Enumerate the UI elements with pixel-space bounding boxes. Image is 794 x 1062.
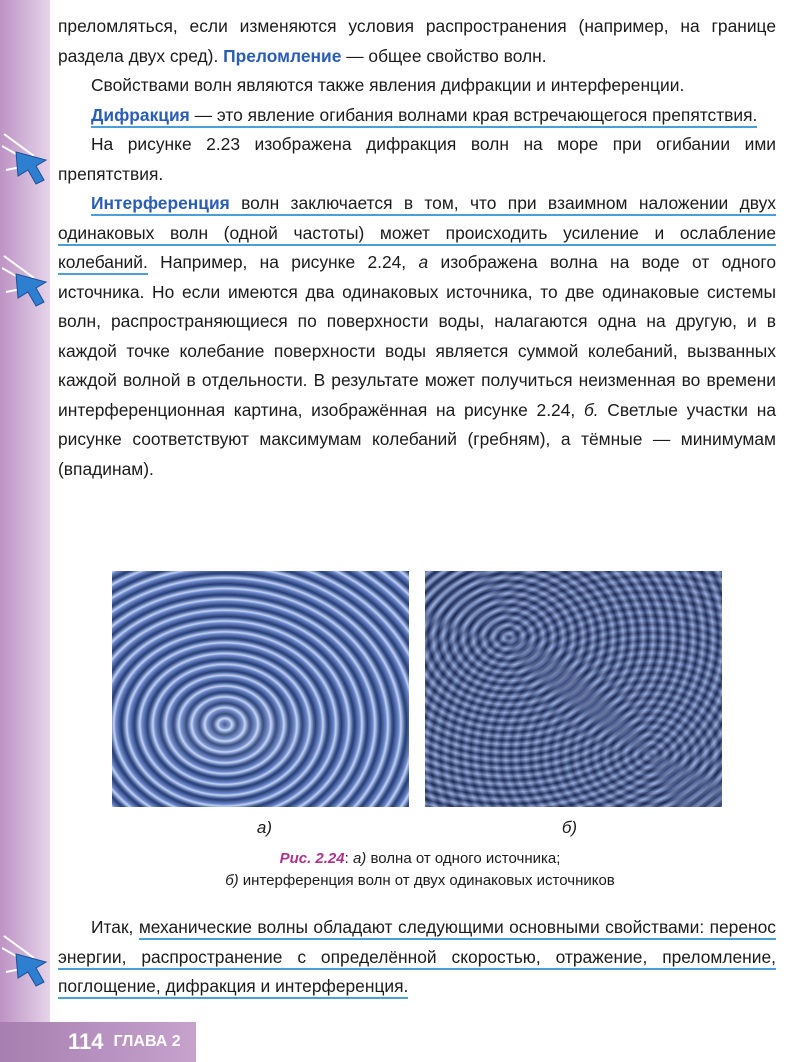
summary-text — [58, 913, 776, 1002]
figure-caption: Рис. 2.24: а) волна от одного источника; б) интерференция волн от двух одинаковых источников — [225, 850, 615, 889]
arrow-marker-icon — [2, 130, 54, 186]
paragraph-properties: Свойствами волн являются также явления дифракции и интерференции. — [91, 75, 685, 95]
arrow-marker-icon — [2, 252, 54, 308]
sublabel-a: а) — [256, 818, 273, 837]
paragraph-figure-223: На рисунке 2.23 изображена дифракция волн на море при огибании ими препятствия. — [58, 134, 776, 184]
caption-label: Рис. 2.24 — [279, 850, 345, 867]
page-number: 114 — [68, 1029, 104, 1054]
paragraph-summary: Итак, механические волны обладают следующими основными свойствами: перенос энергии, распространение с определённой скоростью, отражение, преломление, поглощение, дифракция и интерференция. — [58, 913, 776, 1002]
sublabel-b: б) — [561, 818, 578, 837]
paragraph-refraction: преломляться, если изменяются условия распространения (например, на границе раздела двух сред). Преломление — общее свойство волн. — [58, 16, 776, 66]
main-text — [58, 12, 776, 484]
figure-sublabels — [112, 818, 722, 838]
page-footer — [0, 1022, 196, 1062]
figure-2-24 — [112, 571, 722, 807]
paragraph-diffraction: Дифракция — это явление огибания волнами края встречающегося препятствия. — [58, 101, 776, 131]
term-refraction: Преломление — [223, 45, 342, 66]
paragraph-interference: Интерференция волн заключается в том, что при взаимном наложении двух одинаковых волн (одной частоты) может происходить усиление и ослабление колебаний. Например, на рисунке 2.24, а изображена волна на воде от одного источника. Но если имеются два одинаковых источника, то две одинаковые системы волн, распространяющиеся по поверхности воды, налагаются одна на другую, и в каждой точке колебание поверхности воды является суммой колебаний, вызванных каждой волной в отдельности. В результате может получиться неизменная во времени интерференционная картина, изображённая на рисунке 2.24, б. Светлые участки на рисунке соответствуют максимумам колебаний (гребням), а тёмные — минимумам (впадинам). — [58, 193, 776, 479]
term-diffraction: Дифракция — [91, 104, 190, 125]
photo-single-source-waves — [112, 571, 409, 807]
chapter-label: ГЛАВА 2 — [113, 1033, 181, 1050]
photo-interference-pattern — [425, 571, 722, 807]
term-interference: Интерференция — [91, 193, 230, 213]
arrow-marker-icon — [2, 932, 54, 988]
